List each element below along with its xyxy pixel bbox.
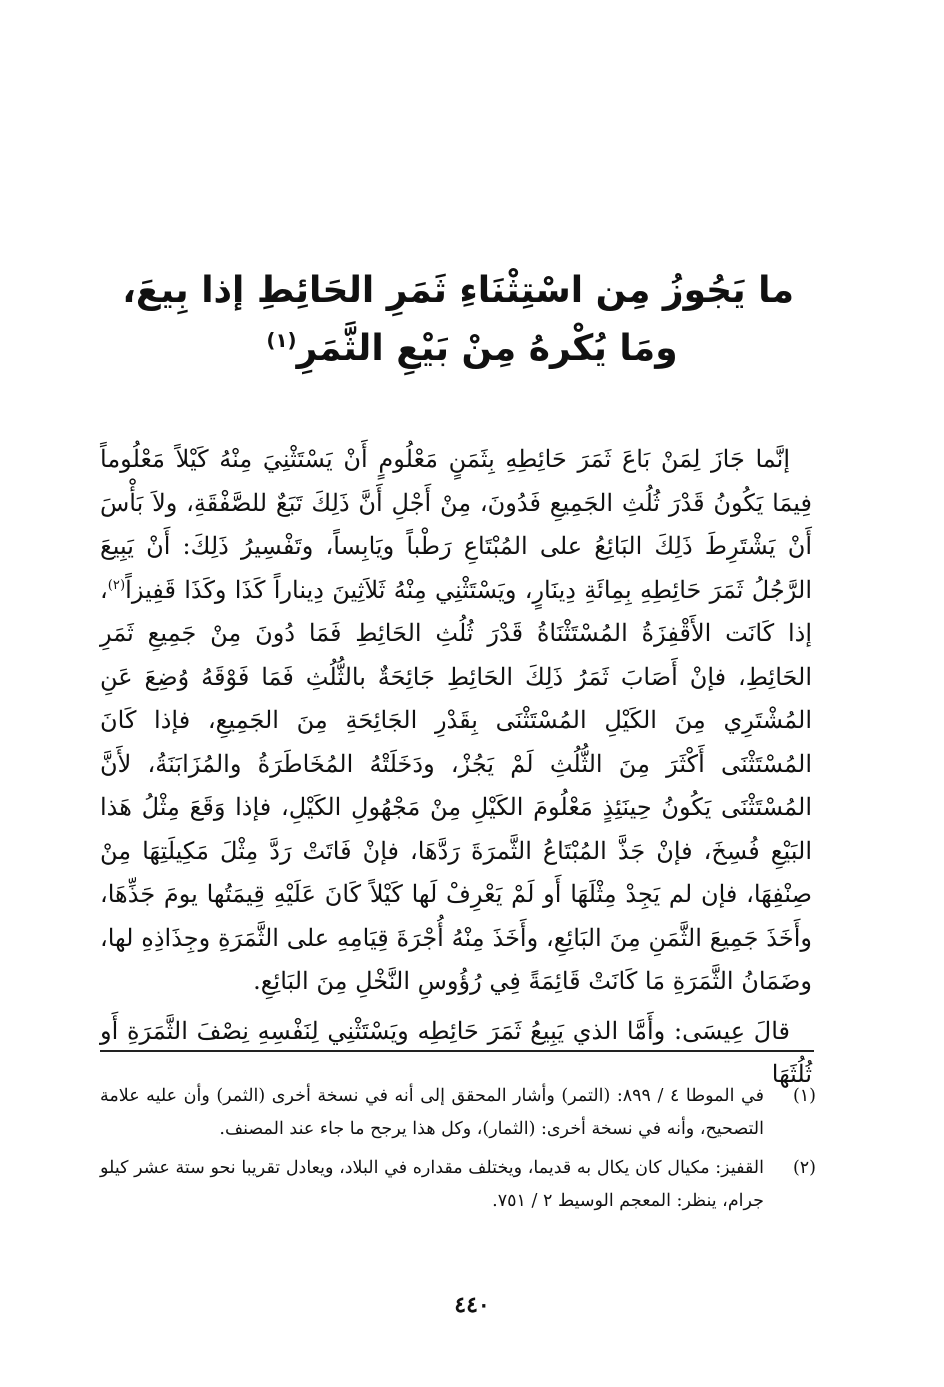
paragraph-1-part-2: ، إذا كَانَت الأَقْفِزَةُ المُسْتَثْنَاةُ قَدْرَ ثُلُثِ الحَائِطِ فَمَا دُونَ مِنْ جَمِيعِ ثَمَرِ الحَائِطِ، فإنْ أَصَابَ ثَمَرُ ذَلِكَ الحَائِطِ جَائِحَةٌ بالثُّلُثِ فَمَا فَوْقَهُ وُضِعَ عَنِ المُشْتَرِي مِنَ الكَيْلِ المُسْتَثْنَى بِقَدْرِ الجَائِحَةِ مِنَ الجَمِيعِ، فإذا كَانَ المُسْتَثْنَى أَكْثَرَ مِنَ الثُّلُثِ لَمْ يَجُزْ، ودَخَلَتْهُ المُخَاطَرَةُ والمُزَابَنَةُ، لأَنَّ المُسْتَثْنَى يَكُونُ حِينَئِذٍ مَعْلُومَ الكَيْلِ مِنْ مَجْهُولِ الكَيْلِ، فإذا وَقَعَ مِثْلُ هَذا البَيْعِ فُسِخَ، فإنْ جَذَّ المُبْتَاعُ الثَّمرَةَ رَدَّهَا، فإنْ فَاتَتْ رَدَّ مِثْلَ مَكِيلَتِهَا مِنْ صِنْفِهَا، فإن لم يَجِدْ مِثْلَهَا أَو لَمْ يَعْرِفْ لَها كَيْلاً كَانَ عَلَيْهِ قِيمَتُها يومَ جَذِّهَا، وأَخَذَ جَمِيعَ الثَّمَنِ مِنَ البَائِعِ، وأَخَذَ مِنْهُ أُجْرَةَ قِيَامِهِ على الثَّمَرَةِ وجِذَاذِهِ لها، وضَمَانُ الثَّمَرَةِ مَا كَانَتْ قَائِمَةً فِي رُؤُوسِ النَّخْلِ مِنَ البَائِعِ. (100, 575, 812, 995)
paragraph-1-part-1: إنَّما جَازَ لِمَنْ بَاعَ ثَمَرَ حَائِطِهِ بِثَمَنٍ مَعْلُومٍ أَنْ يَسْتَثْنِيَ مِنْهُ كَيْلاً مَعْلُوماً فِيمَا يَكُونُ قَدْرَ ثُلُثِ الجَمِيعِ فَدُونَ، مِنْ أَجْلِ أَنَّ ذَلِكَ تَبَعٌ للصَّفْقَةِ، ولاَ بَأْسَ أَنْ يَشْتَرِطَ ذَلِكَ البَائِعُ على المُبْتَاعِ رَطْباً ويَابِساً، وتَفْسِيرُ ذَلِكَ: أَنْ يَبِيعَ الرَّجُلُ ثَمَرَ حَائِطِهِ بِمِائَةِ دِينَارٍ، ويَسْتَثْنِي مِنْهُ ثَلاَثِينَ دِيناراً كَذَا وكَذَا قَفِيزاً (100, 445, 812, 604)
footnotes (100, 1080, 816, 1224)
chapter-title-line-1 (122, 268, 794, 314)
footnote-2-text: القفيز: مكيال كان يكال به قديما، ويختلف مقداره في البلاد، ويعادل تقريبا نحو ستة عشر كيلو جرام، ينظر: المعجم الوسيط ٢ / ٧٥١. (100, 1158, 764, 1211)
footnote-1-number: (١) (792, 1086, 816, 1106)
chapter-title-line-2 (150, 326, 794, 372)
footnote-1 (100, 1080, 816, 1146)
title-line-2-text: ومَا يُكْرهُ مِنْ بَيْعِ الثَّمَرِ (296, 328, 678, 369)
footnote-ref-1[interactable]: (١) (266, 329, 297, 352)
footnote-2 (100, 1152, 816, 1218)
paragraph-2: قالَ عِيسَى: وأَمَّا الذي يَبِيعُ ثَمَرَ حَائِطِه ويَسْتَثْنِي لِنَفْسِهِ نِصْفَ الثَّمَرَةِ أَو ثُلُثَهَا (100, 1016, 812, 1088)
footnote-ref-2[interactable]: (٢) (107, 577, 126, 593)
main-text (100, 438, 812, 1097)
footnote-separator (100, 1050, 814, 1052)
page-number: ٤٤٠ (454, 1292, 490, 1318)
footnote-2-number: (٢) (792, 1158, 816, 1178)
footnote-1-text: في الموطا ٤ / ٨٩٩: (التمر) وأشار المحقق إلى أنه في نسخة أخرى (الثمر) وأن عليه علامة التصحيح، وأنه في نسخة أخرى: (الثمار)، وكل هذا يرجح ما جاء عند المصنف. (100, 1086, 764, 1139)
title-line-1-text: ما يَجُوزُ مِن اسْتِثْنَاءِ ثَمَرِ الحَائِطِ إذا بِيعَ، (122, 270, 794, 311)
paragraph-1 (100, 438, 812, 1004)
